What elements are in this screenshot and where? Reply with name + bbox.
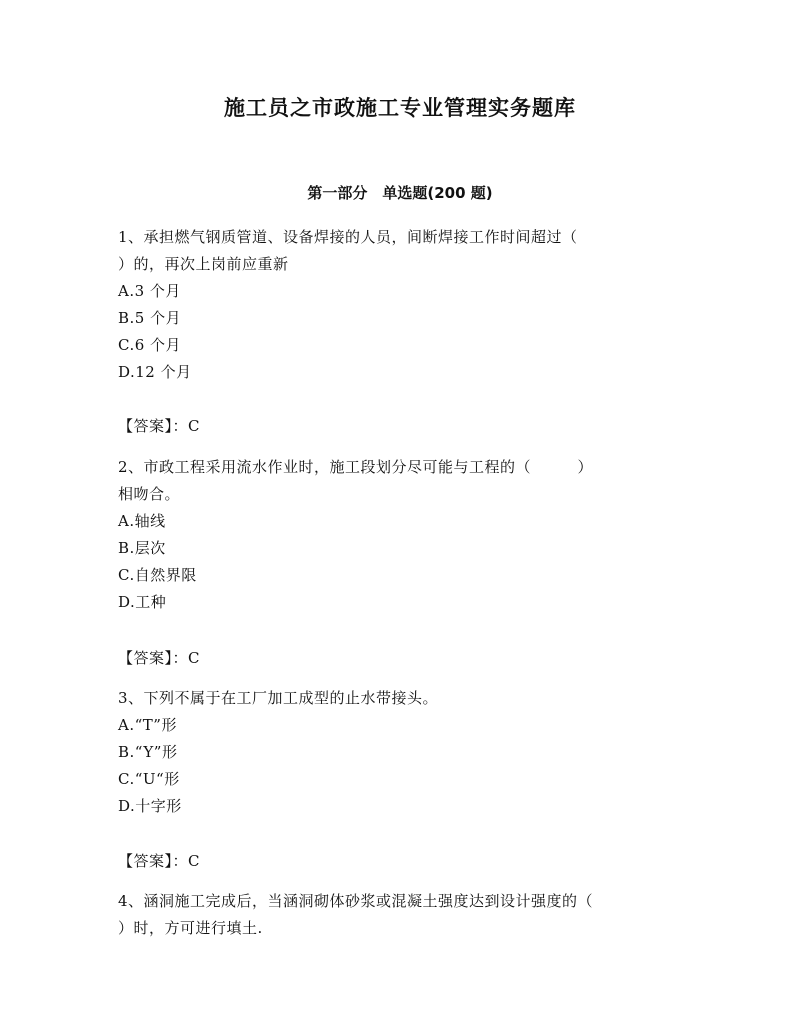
answer: 【答案】：C [118, 417, 200, 435]
question-stem: 1、承担燃气钢质管道、设备焊接的人员，间断焊接工作时间超过（ [118, 228, 578, 246]
option-c: C.6 个月 [118, 336, 182, 354]
option-b: B.层次 [118, 539, 166, 557]
question-stem: 2、市政工程采用流水作业时，施工段划分尽可能与工程的（ ） [118, 458, 594, 476]
answer: 【答案】：C [118, 852, 200, 870]
option-c: C.自然界限 [118, 566, 197, 584]
question-stem-continued: ）的，再次上岗前应重新 [118, 255, 289, 273]
question-stem: 3、下列不属于在工厂加工成型的止水带接头。 [118, 689, 439, 707]
option-a: A.3 个月 [118, 282, 181, 300]
document-title: 施工员之市政施工专业管理实务题库 [224, 96, 576, 120]
option-a: A.轴线 [118, 512, 166, 530]
option-b: B.“Y”形 [118, 743, 178, 761]
question-stem: 4、涵洞施工完成后，当涵洞砌体砂浆或混凝土强度达到设计强度的（ [118, 892, 594, 910]
question-stem-continued: ）时，方可进行填土. [118, 919, 263, 937]
option-d: D.工种 [118, 593, 167, 611]
option-c: C.“U“形 [118, 770, 180, 788]
option-b: B.5 个月 [118, 309, 182, 327]
question-stem-continued: 相吻合。 [118, 485, 181, 503]
option-a: A.“T”形 [118, 716, 177, 734]
section-heading: 第一部分 单选题(200 题) [307, 184, 493, 202]
option-d: D.12 个月 [118, 363, 192, 381]
answer: 【答案】：C [118, 649, 200, 667]
option-d: D.十字形 [118, 797, 182, 815]
